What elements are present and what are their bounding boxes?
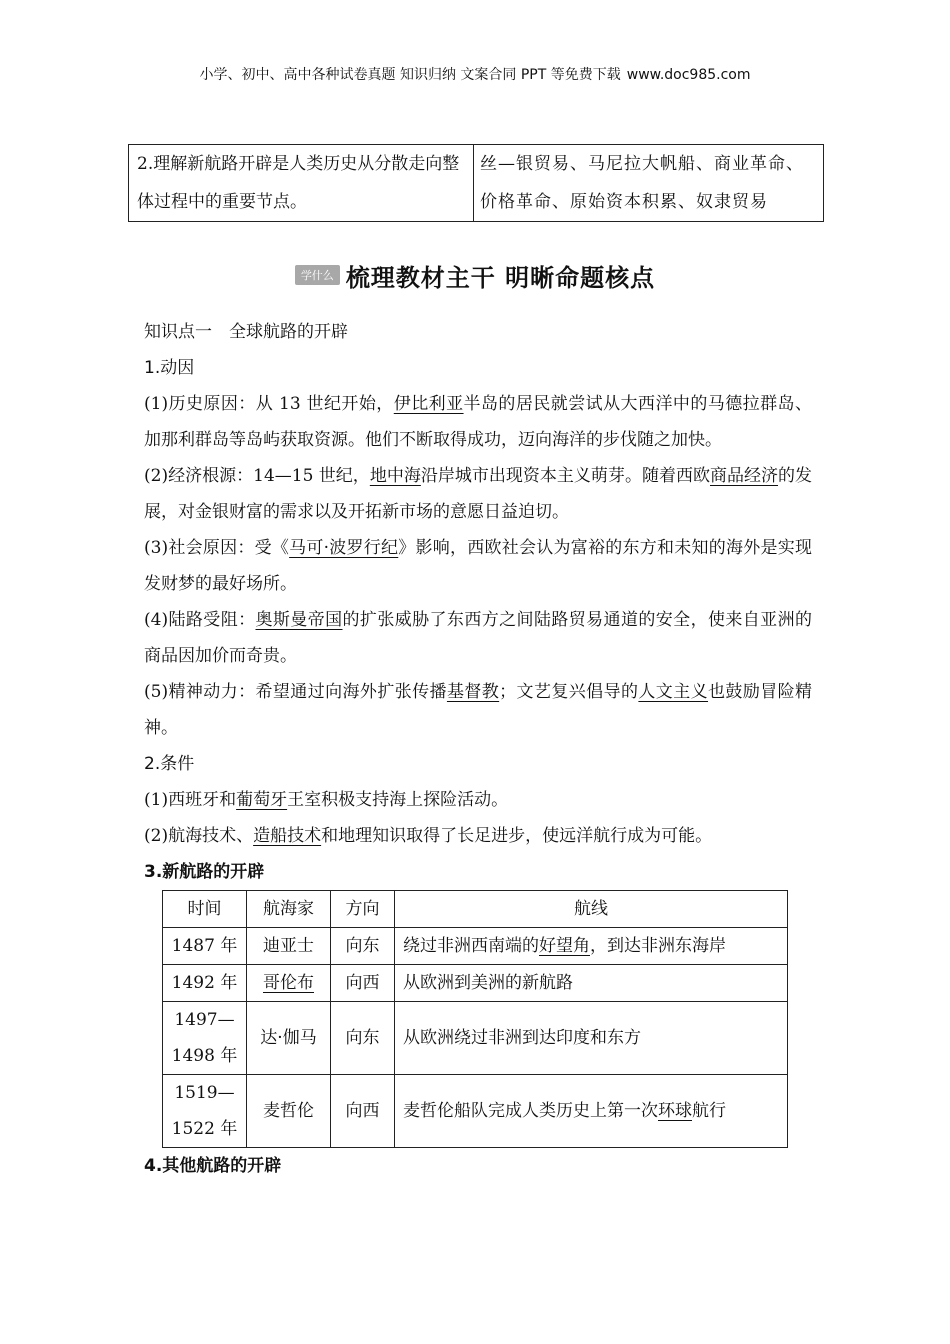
- table-row: 1497— 1498 年 达·伽马 向东 从欧洲绕过非洲到达印度和东方: [163, 1002, 788, 1075]
- keyword: 商品经济: [709, 466, 779, 486]
- keyword: 哥伦布: [263, 973, 314, 993]
- objective-cell: 2.理解新航路开辟是人类历史从分散走向整体过程中的重要节点。: [129, 145, 474, 222]
- motive-social: (3)社会原因：受《马可·波罗行纪》影响，西欧社会认为富裕的东方和未知的海外是实现发财梦的最好场所。: [144, 538, 812, 594]
- col-direction: 方向: [331, 891, 395, 928]
- keywords-cell: 丝—银贸易、马尼拉大帆船、商业革命、价格革命、原始资本积累、奴隶贸易: [474, 145, 824, 222]
- motive-land-route: (4)陆路受阻：奥斯曼帝国的扩张威胁了东西方之间陆路贸易通道的安全，使来自亚洲的商品因加价而奇贵。: [144, 610, 812, 666]
- page-header: [0, 64, 950, 84]
- col-navigator: 航海家: [247, 891, 331, 928]
- motive-economic: (2)经济根源：14—15 世纪，地中海沿岸城市出现资本主义萌芽。随着西欧商品经济的发展，对金银财富的需求以及开拓新市场的意愿日益迫切。: [144, 466, 813, 522]
- keyword: 葡萄牙: [236, 790, 288, 810]
- keyword: 伊比利亚: [393, 394, 464, 414]
- keyword: 好望角: [539, 936, 590, 956]
- routes-heading: 3.新航路的开辟: [144, 862, 265, 882]
- header-site-link[interactable]: www.doc985.com: [626, 67, 751, 83]
- banner-tag: 学什么: [295, 265, 340, 285]
- other-routes-heading: 4.其他航路的开辟: [144, 1156, 282, 1176]
- knowledge-point-title: 知识点一 全球航路的开辟: [144, 322, 348, 342]
- header-text: 小学、初中、高中各种试卷真题 知识归纳 文案合同 PPT 等免费下载: [199, 67, 621, 83]
- table-header-row: [163, 891, 788, 928]
- routes-table: [162, 890, 788, 1148]
- motive-heading: 1.动因: [144, 358, 195, 378]
- main-content: [144, 314, 812, 1184]
- keyword: 基督教: [446, 682, 500, 702]
- keyword: 环球: [658, 1101, 692, 1121]
- banner-title: 梳理教材主干 明晰命题核点: [345, 263, 656, 292]
- col-time: 时间: [163, 891, 247, 928]
- keyword: 地中海: [369, 466, 421, 486]
- table-row: 1487 年 迪亚士 向东 绕过非洲西南端的好望角，到达非洲东海岸: [163, 928, 788, 965]
- table-row: 1519— 1522 年 麦哲伦 向西 麦哲伦船队完成人类历史上第一次环球航行: [163, 1075, 788, 1148]
- table-row: 1492 年 哥伦布 向西 从欧洲到美洲的新航路: [163, 965, 788, 1002]
- motive-historical: (1)历史原因：从 13 世纪开始，伊比利亚半岛的居民就尝试从大西洋中的马德拉群岛、加那利群岛等岛屿获取资源。他们不断取得成功，迈向海洋的步伐随之加快。: [144, 394, 813, 450]
- keyword: 造船技术: [253, 826, 322, 846]
- conditions-heading: 2.条件: [144, 754, 195, 774]
- condition-royal: (1)西班牙和葡萄牙王室积极支持海上探险活动。: [144, 790, 509, 810]
- keyword: 人文主义: [638, 682, 709, 702]
- motive-spiritual: (5)精神动力：希望通过向海外扩张传播基督教；文艺复兴倡导的人文主义也鼓励冒险精神。: [144, 682, 813, 738]
- objectives-table: [128, 144, 824, 222]
- col-route: 航线: [395, 891, 788, 928]
- condition-technology: (2)航海技术、造船技术和地理知识取得了长足进步，使远洋航行成为可能。: [144, 826, 713, 846]
- keyword: 奥斯曼帝国: [255, 610, 343, 630]
- section-banner: [0, 258, 950, 292]
- keyword: 马可·波罗行纪: [289, 538, 399, 558]
